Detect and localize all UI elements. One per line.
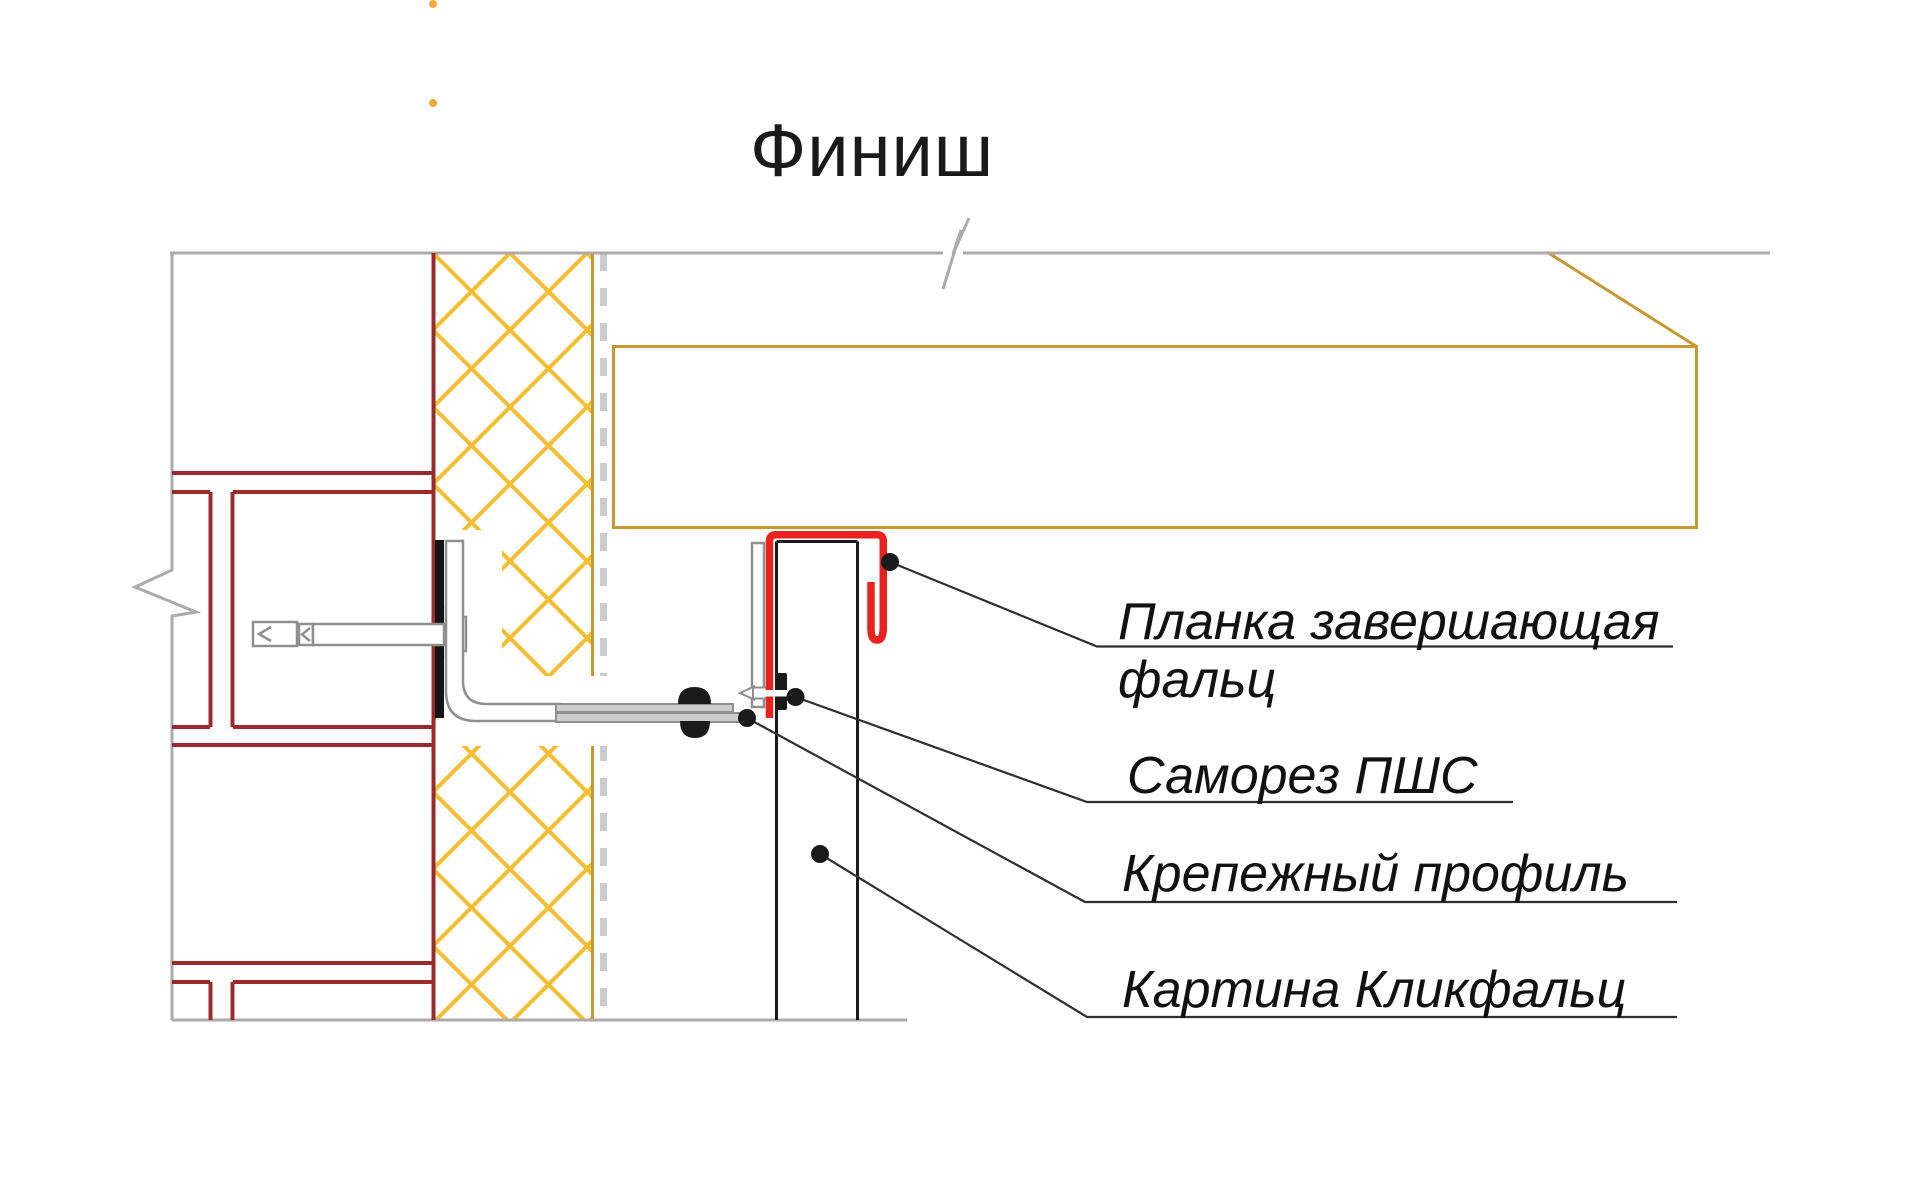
- label-finishing-strip-line1: Планка завершающая: [1118, 593, 1660, 651]
- label-screw: Саморез ПШС: [1127, 747, 1478, 805]
- leader-dot: [811, 845, 829, 863]
- stray-marks: [429, 0, 437, 107]
- leader-dot: [881, 553, 899, 571]
- arm-bar-bottom: [556, 713, 747, 722]
- label-finishing-strip-line2: фальц: [1118, 650, 1277, 709]
- arm-bar-top: [556, 704, 733, 712]
- label-mounting-profile: Крепежный профиль: [1122, 845, 1629, 903]
- panel-kartina: [777, 542, 858, 1021]
- roof-beam: [614, 252, 1697, 528]
- drawing-title: Финиш: [750, 109, 995, 192]
- label-finishing-strip: [1118, 594, 1660, 709]
- label-panel: Картина Кликфальц: [1122, 961, 1627, 1019]
- mounting-profile-bar: [752, 543, 764, 707]
- leader-dot: [738, 709, 756, 727]
- leader-dot: [787, 688, 805, 706]
